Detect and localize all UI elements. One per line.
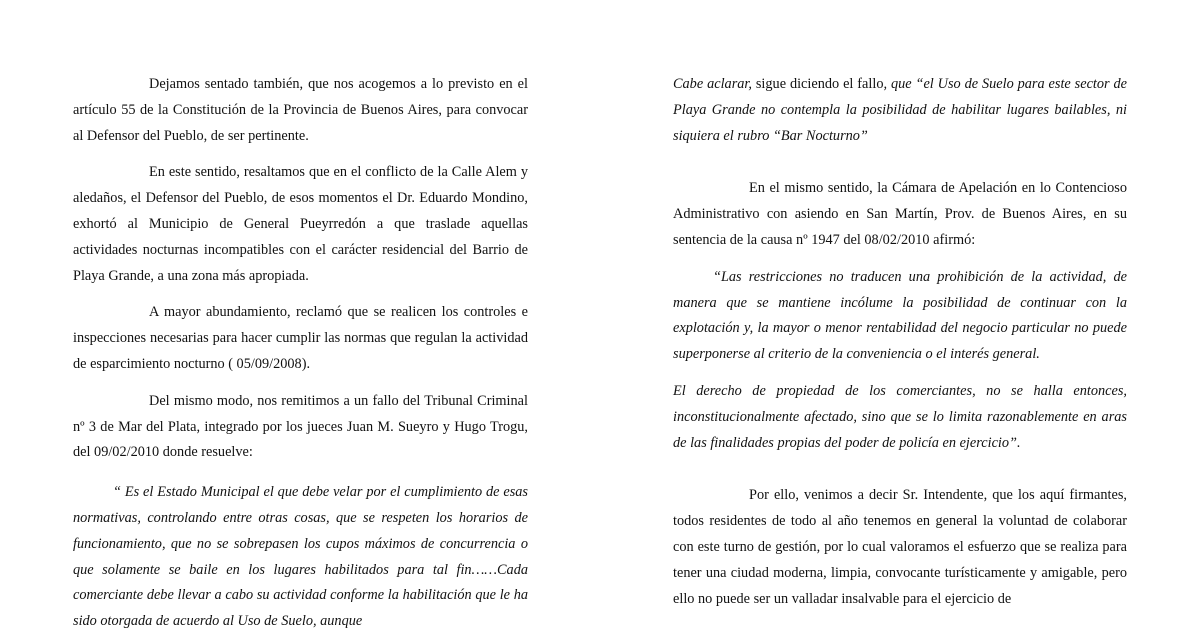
- left-quote: “ Es el Estado Municipal el que debe velar por el cumplimiento de esas normativas, controlando entre otras cosas, que se respeten los horarios de funcionamiento, que no se sobrepasen los cupos máximos de concurrencia o que solamente se baile en los lugares habilitados para tal fin……Cada comerciante debe llevar a cabo su actividad conforme la habilitación que le ha sido otorgada de acuerdo al Uso de Suelo, aunque: [73, 484, 528, 630]
- right-paragraph-1-mid: sigue diciendo el fallo: [751, 76, 884, 92]
- right-quote-2: El derecho de propiedad de los comerciantes, no se halla entonces, inconstitucionalmente afectado, sino que se lo limita razonablemente en aras de las finalidades propias del poder de policía en ejercicio”.: [673, 382, 1127, 451]
- left-paragraph-2: En este sentido, resaltamos que en el conflicto de la Calle Alem y aledaños, el Defensor del Pueblo, de esos momentos el Dr. Eduardo Mondino, exhortó al Municipio de General Pueyrredón a que traslade aquellas actividades nocturnas incompatibles con el carácter residencial del Barrio de Playa Grande, a una zona más apropiada.: [73, 164, 528, 284]
- right-paragraph-1: [673, 72, 1127, 149]
- left-paragraph-4: Del mismo modo, nos remitimos a un fallo del Tribunal Criminal nº 3 de Mar del Plata, integrado por los jueces Juan M. Sueyro y Hugo Trogu, del 09/02/2010 donde resuelve:: [73, 392, 528, 461]
- right-paragraph-3: Por ello, venimos a decir Sr. Intendente, que los aquí firmantes, todos residentes de todo al año tenemos en general la voluntad de colaborar con este turno de gestión, por lo cual valoramos el esfuerzo que se realiza para tener una ciudad moderna, limpia, convocante turísticamente y amigable, pero ello no puede ser un valladar insalvable para el ejercicio de: [673, 487, 1127, 607]
- left-paragraph-1: Dejamos sentado también, que nos acogemos a lo previsto en el artículo 55 de la Constitución de la Provincia de Buenos Aires, para convocar al Defensor del Pueblo, de ser pertinente.: [73, 76, 528, 144]
- right-page: [600, 0, 1200, 631]
- right-text-column: [673, 72, 1127, 612]
- right-quote-1: “Las restricciones no traducen una prohibición de la actividad, de manera que se mantiene incólume la posibilidad de continuar con la explotación y, la mayor o menor rentabilidad del negocio particular no puede superponerse al criterio de la conveniencia o el interés general.: [673, 268, 1127, 363]
- left-paragraph-3: A mayor abundamiento, reclamó que se realicen los controles e inspecciones necesarias para hacer cumplir las normas que regulan la actividad de esparcimiento nocturno ( 05/09/2008).: [73, 304, 528, 372]
- left-text-column: [73, 72, 528, 631]
- right-paragraph-2: En el mismo sentido, la Cámara de Apelación en lo Contencioso Administrativo con asiendo en San Martín, Prov. de Buenos Aires, en su sentencia de la causa nº 1947 del 08/02/2010 afirmó:: [673, 180, 1127, 248]
- right-paragraph-1-lead: Cabe aclarar,: [673, 76, 752, 92]
- right-paragraph-1-quote: , que “el Uso de Suelo para este sector de Playa Grande no contempla la posibilidad de habilitar lugares bailables, ni siquiera el rubro “Bar Nocturno”: [673, 76, 1127, 144]
